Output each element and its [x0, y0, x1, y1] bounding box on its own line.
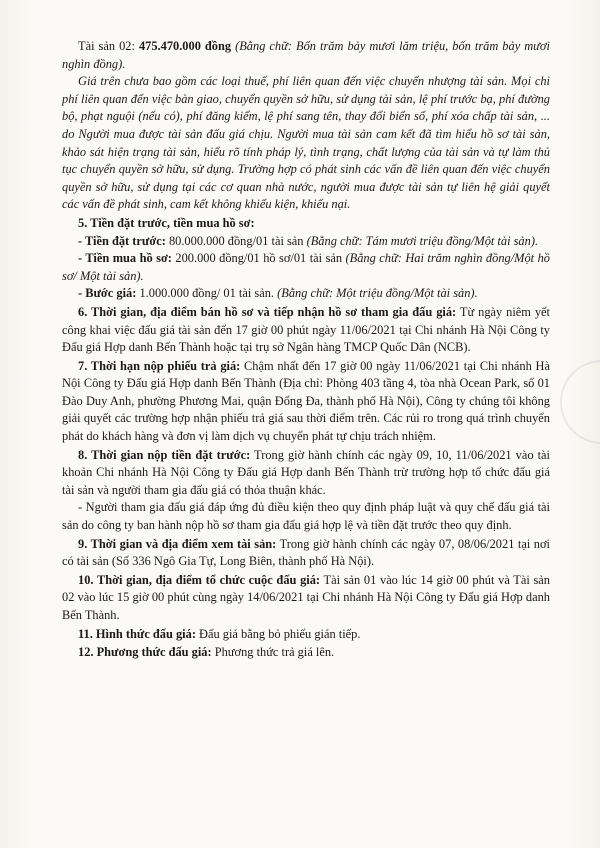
price-note-text: Giá trên chưa bao gồm các loại thuế, phí liên quan đến việc chuyển nhượng tài sản. Mọi chi phí liên quan đến việc bàn giao, chuyển quyền sở hữu, sử dụng tài sản, lệ phí trước bạ, phí đường bộ, phạt nguội (nếu có), phí đăng kiểm, lệ phí sang tên, thay đổi biển số, phí xóa chấp tài sản, ... do Người mua được tài sản đấu giá chịu. Người mua tài sản cam kết đã tìm hiểu hồ sơ tài sản, khảo sát hiện trạng tài sản, hiểu rõ tính pháp lý, tình trạng, chất lượng của tài sản và tự làm thủ tục chuyển quyền sở hữu, sử dụng. Trường hợp có phát sinh các vấn đề liên quan đến việc chuyển quyền sở hữu, sử dụng tại các cơ quan nhà nước, người mua được tài sản tự liên hệ giải quyết các vấn đề phát sinh, cam kết không khiếu kiện, khiếu nại. [62, 74, 550, 212]
section-7-text: Chậm nhất đến 17 giờ 00 ngày 11/06/2021 tại Chi nhánh Hà Nội Công ty Đấu giá Hợp danh Bến Thành (Địa chỉ: Phòng 403 tầng 4, tòa nhà Ocean Park, số 01 Đào Duy Anh, phường Phương Mai, quận Đống Đa, thành phố Hà Nội), Công ty chúng tôi không giải quyết các trường hợp nhận phiếu trả giá sau thời điểm trên. Các rủi ro trong quá trình chuyển phát do khách hàng và đơn vị làm dịch vụ chuyển phát tự chịu trách nhiệm. [62, 358, 550, 444]
section-8-heading: 8. Thời gian nộp tiền đặt trước: [78, 447, 251, 462]
document-body [62, 38, 550, 662]
section-11 [62, 626, 550, 644]
section-12-text: Phương thức trả giá lên. [211, 645, 335, 660]
price-step-value: 1.000.000 đồng/ 01 tài sản. [139, 286, 278, 301]
file-fee-value: 200.000 đồng/01 hồ sơ/01 tài sản [175, 251, 346, 266]
section-6 [62, 304, 550, 357]
deposit-words: (Bằng chữ: Tám mươi triệu đồng/Một tài sản). [306, 233, 539, 248]
file-fee-label: - Tiền mua hồ sơ: [78, 251, 176, 266]
section-8-note-text: - Người tham gia đấu giá đáp ứng đủ điều kiện theo quy định pháp luật và quy chế đấu giá tài sản do công ty ban hành nộp hồ sơ tham gia đấu giá hợp lệ và tiền đặt trước theo quy định. [62, 500, 550, 533]
section-7-heading: 7. Thời hạn nộp phiếu trả giá: [78, 358, 241, 373]
section-10-text: Tài sản 01 vào lúc 14 giờ 00 phút và Tài sản 02 vào lúc 15 giờ 00 phút cùng ngày 14/06/2021 tại Chi nhánh Hà Nội Công ty Đấu giá Hợp danh Bến Thành. [62, 572, 550, 622]
section-10-heading: 10. Thời gian, địa điểm tổ chức cuộc đấu giá: [78, 572, 321, 587]
price-step-label: - Bước giá: [78, 286, 140, 301]
deposit-value: 80.000.000 đồng/01 tài sản [168, 233, 307, 248]
file-fee-words: (Bằng chữ: Hai trăm nghìn đồng/Một hồ sơ/ Một tài sản). [62, 251, 550, 283]
section-12-heading: 12. Phương thức đấu giá: [78, 645, 212, 660]
section-5-title [62, 215, 550, 233]
section-5-heading: 5. Tiền đặt trước, tiền mua hồ sơ: [78, 215, 255, 230]
deposit-line [62, 233, 550, 251]
deposit-label: - Tiền đặt trước: [78, 233, 169, 248]
section-11-heading: 11. Hình thức đấu giá: [78, 626, 196, 641]
section-6-text: Từ ngày niêm yết công khai việc đấu giá tài sản đến 17 giờ 00 phút ngày 11/06/2021 tại Chi nhánh Hà Nội Công ty Đấu giá Hợp danh Bến Thành hoặc tại trụ sở Ngân hàng TMCP Quốc Dân (NCB). [62, 304, 551, 355]
section-9 [62, 536, 550, 571]
asset-2-price [62, 38, 550, 73]
price-step-words: (Bằng chữ: Một triệu đồng/Một tài sản). [277, 286, 478, 301]
section-10 [62, 572, 550, 625]
price-step-line [62, 285, 550, 303]
asset-2-amount: 475.470.000 đồng [138, 39, 232, 53]
asset-2-amount-words: (Bằng chữ: Bốn trăm bảy mươi lăm triệu, bốn trăm bảy mươi nghìn đồng). [62, 39, 550, 71]
section-11-text: Đấu giá bằng bỏ phiếu gián tiếp. [195, 626, 361, 641]
section-6-heading: 6. Thời gian, địa điểm bán hồ sơ và tiếp nhận hồ sơ tham gia đấu giá: [78, 304, 457, 319]
seal-bleed-through [560, 360, 600, 444]
section-9-heading: 9. Thời gian và địa điểm xem tài sản: [78, 536, 277, 551]
section-8-text: Trong giờ hành chính các ngày 09, 10, 11/06/2021 vào tài khoản Chi nhánh Hà Nội Công ty Đấu giá Hợp danh Bến Thành trừ trường hợp tổ chức đấu giá tài sản và người tham gia đấu giá có thỏa thuận khác. [62, 447, 550, 497]
section-8-note [62, 499, 550, 534]
price-note [62, 73, 550, 214]
section-12 [62, 644, 550, 662]
asset-2-label: Tài sản 02: [78, 39, 139, 53]
file-fee-line [62, 250, 550, 285]
section-9-text: Trong giờ hành chính các ngày 07, 08/06/2021 tại nơi có tài sản (Số 336 Ngô Gia Tự, Long Biên, thành phố Hà Nội). [62, 536, 550, 569]
section-7 [62, 358, 550, 446]
section-8 [62, 447, 550, 500]
